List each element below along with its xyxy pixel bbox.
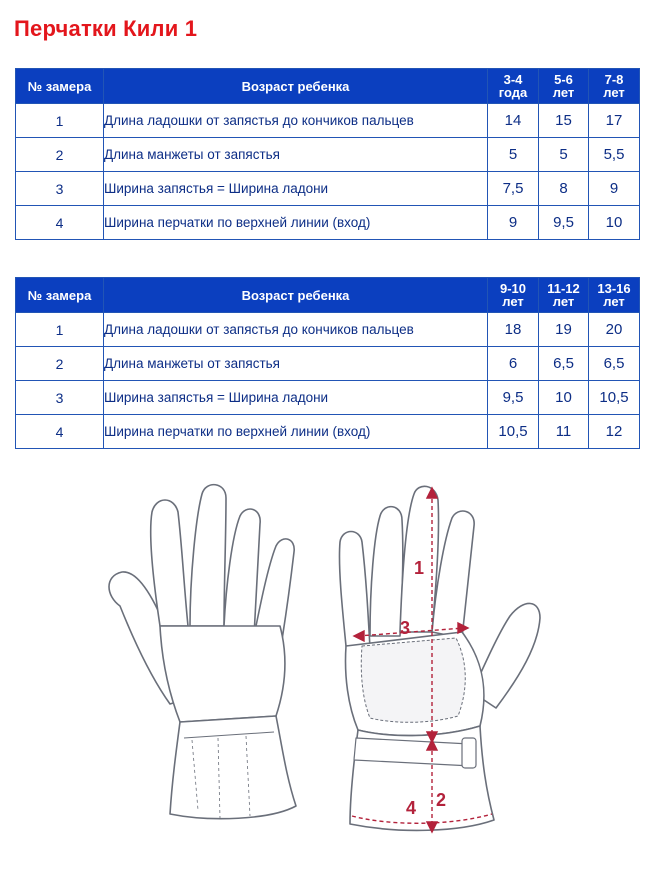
row-desc: Длина ладошки от запястья до кончиков пальцев	[104, 104, 488, 138]
row-desc: Ширина запястья = Ширина ладони	[104, 172, 488, 206]
row-num: 3	[16, 172, 104, 206]
glove-diagram	[100, 476, 560, 866]
row-value: 7,5	[488, 172, 539, 206]
row-value: 11	[539, 415, 589, 449]
header-age: Возраст ребенка	[104, 278, 488, 313]
row-value: 5	[488, 138, 539, 172]
header-age-col: 7-8 лет	[589, 69, 640, 104]
row-desc: Длина манжеты от запястья	[104, 347, 488, 381]
row-desc: Длина ладошки от запястья до кончиков пальцев	[104, 313, 488, 347]
row-value: 9,5	[539, 206, 589, 240]
row-value: 20	[589, 313, 640, 347]
glove-diagram-svg	[100, 476, 560, 866]
header-age-col: 9-10 лет	[488, 278, 539, 313]
table-row	[16, 381, 640, 415]
row-value: 17	[589, 104, 640, 138]
table-row	[16, 206, 640, 240]
header-num: № замера	[16, 69, 104, 104]
header-age: Возраст ребенка	[104, 69, 488, 104]
row-desc: Ширина перчатки по верхней линии (вход)	[104, 206, 488, 240]
table-header-row	[16, 69, 640, 104]
row-value: 10,5	[488, 415, 539, 449]
row-desc: Длина манжеты от запястья	[104, 138, 488, 172]
row-value: 12	[589, 415, 640, 449]
row-value: 6,5	[539, 347, 589, 381]
row-value: 6,5	[589, 347, 640, 381]
measure-label-2: 2	[436, 790, 447, 810]
header-num: № замера	[16, 278, 104, 313]
row-value: 18	[488, 313, 539, 347]
row-value: 6	[488, 347, 539, 381]
size-table-2	[15, 277, 640, 449]
row-num: 2	[16, 347, 104, 381]
glove-back-icon	[109, 485, 296, 819]
row-value: 19	[539, 313, 589, 347]
table-row	[16, 138, 640, 172]
row-num: 1	[16, 313, 104, 347]
row-value: 9	[488, 206, 539, 240]
row-num: 2	[16, 138, 104, 172]
measure-label-3: 3	[400, 618, 411, 638]
measure-label-1: 1	[414, 558, 425, 578]
row-value: 9	[589, 172, 640, 206]
page-title: Перчатки Кили 1	[14, 16, 198, 41]
glove-palm-icon	[339, 486, 540, 830]
table-row	[16, 104, 640, 138]
row-value: 5,5	[589, 138, 640, 172]
header-age-col: 11-12 лет	[539, 278, 589, 313]
row-value: 10	[539, 381, 589, 415]
table-row	[16, 347, 640, 381]
row-num: 4	[16, 206, 104, 240]
header-age-col: 13-16 лет	[589, 278, 640, 313]
measure-label-4: 4	[406, 798, 417, 818]
row-num: 4	[16, 415, 104, 449]
header-age-col: 3-4 года	[488, 69, 539, 104]
row-value: 15	[539, 104, 589, 138]
row-value: 10,5	[589, 381, 640, 415]
table-header-row	[16, 278, 640, 313]
row-num: 1	[16, 104, 104, 138]
row-value: 9,5	[488, 381, 539, 415]
row-value: 5	[539, 138, 589, 172]
row-num: 3	[16, 381, 104, 415]
header-age-col: 5-6 лет	[539, 69, 589, 104]
size-table-1	[15, 68, 640, 240]
table-row	[16, 172, 640, 206]
row-value: 10	[589, 206, 640, 240]
row-value: 8	[539, 172, 589, 206]
table-row	[16, 313, 640, 347]
table-row	[16, 415, 640, 449]
row-desc: Ширина перчатки по верхней линии (вход)	[104, 415, 488, 449]
row-desc: Ширина запястья = Ширина ладони	[104, 381, 488, 415]
row-value: 14	[488, 104, 539, 138]
